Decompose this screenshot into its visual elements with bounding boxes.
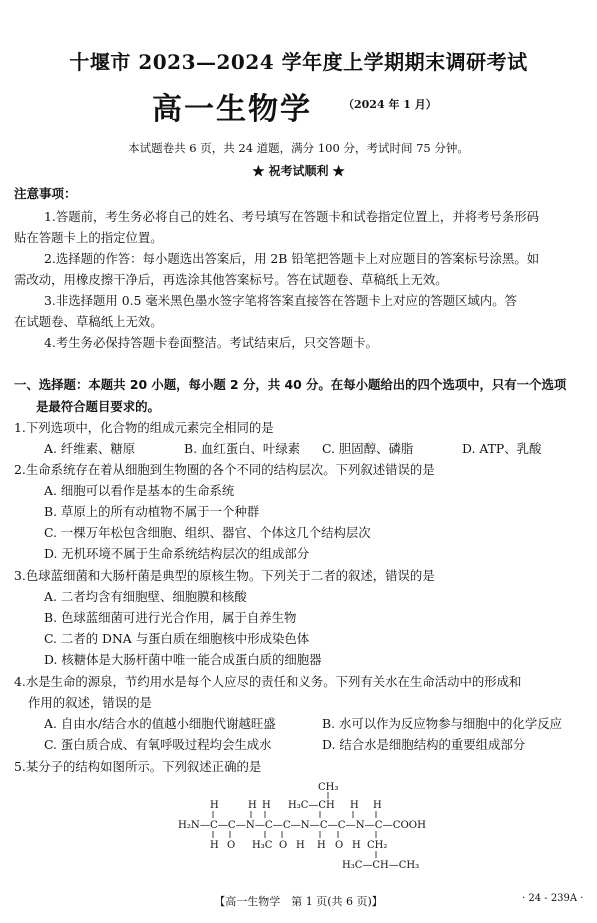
h-atom: H [210,800,219,811]
section-heading: 一、选择题：本题共 20 小题，每小题 2 分，共 40 分。在每小题给出的四个选项中，只有一个选项 [14,377,567,392]
molecule-side-chain-ch: H₃C—CH [288,800,335,811]
o-atom: O [335,840,344,851]
section-heading-cont: 是最符合题目要求的。 [36,399,160,414]
q3-option-d: D. 核糖体是大肠杆菌中唯一能合成蛋白质的细胞器 [44,652,322,667]
q3-option-b: B. 色球蓝细菌可进行光合作用，属于自养生物 [44,610,297,625]
notice-line: 4.考生务必保持答题卡卷面整洁。考试结束后，只交答题卡。 [44,335,378,350]
q1-option-d: D. ATP、乳酸 [462,441,542,456]
q3-option-a: A. 二者均含有细胞壁、细胞膜和核酸 [44,589,247,604]
exam-title: 十堰市 2023—2024 学年度上学期期末调研考试 [69,50,528,74]
q1-option-c: C. 胆固醇、磷脂 [322,441,414,456]
h-atom: H [350,800,359,811]
molecule-ch2: CH₂ [367,840,388,851]
h-atom: H [296,840,305,851]
question-1-stem: 1.下列选项中，化合物的组成元素完全相同的是 [14,420,274,435]
h-atom: H [373,800,382,811]
q1-option-b: B. 血红蛋白、叶绿素 [184,441,301,456]
o-atom: O [227,840,236,851]
molecule-bottom-chain: H₃C—CH—CH₃ [342,860,420,871]
o-atom: O [279,840,288,851]
good-luck-banner: ★ 祝考试顺利 ★ [252,164,345,178]
page-footer: 【高一生物学 第 1 页(共 6 页)】 [214,895,383,908]
q2-option-c: C. 一棵万年松包含细胞、组织、器官、个体这几个结构层次 [44,525,371,540]
question-5-stem: 5.某分子的结构如图所示。下列叙述正确的是 [14,759,262,774]
molecule-structure-diagram [170,780,440,872]
question-4-stem-cont: 作用的叙述，错误的是 [28,695,152,710]
molecule-methyl: H₃C [252,840,273,851]
question-4-stem: 4.水是生命的源泉，节约用水是每个人应尽的责任和义务。下列有关水在生命活动中的形成和 [14,674,522,689]
q2-option-d: D. 无机环境不属于生命系统结构层次的组成部分 [44,546,310,561]
notice-heading: 注意事项： [14,186,77,201]
q4-option-c: C. 蛋白质合成、有氧呼吸过程均会生成水 [44,737,272,752]
q1-option-a: A. 纤维素、糖原 [44,441,136,456]
q4-option-a: A. 自由水/结合水的值越小细胞代谢越旺盛 [44,716,276,731]
molecule-top-ch3: CH₃ [318,782,339,793]
h-atom: H [262,800,271,811]
question-2-stem: 2.生命系统存在着从细胞到生物圈的各个不同的结构层次。下列叙述错误的是 [14,462,435,477]
h-atom: H [210,840,219,851]
notice-line: 2.选择题的作答：每小题选出答案后，用 2B 铅笔把答题卡上对应题目的答案标号涂黑。如 [44,251,540,266]
exam-info: 本试题卷共 6 页，共 24 道题，满分 100 分，考试时间 75 分钟。 [128,141,469,155]
h-atom: H [317,840,326,851]
q2-option-a: A. 细胞可以看作是基本的生命系统 [44,483,235,498]
q3-option-c: C. 二者的 DNA 与蛋白质在细胞核中形成染色体 [44,631,310,646]
exam-date: （2024 年 1 月） [343,98,437,111]
question-3-stem: 3.色球蓝细菌和大肠杆菌是典型的原核生物。下列关于二者的叙述，错误的是 [14,568,435,583]
q4-option-d: D. 结合水是细胞结构的重要组成部分 [322,737,526,752]
h-atom: H [352,840,361,851]
notice-line: 在试题卷、草稿纸上无效。 [14,314,163,329]
notice-line: 贴在答题卡上的指定位置。 [14,230,163,245]
notice-line: 需改动，用橡皮擦干净后，再选涂其他答案标号。答在试题卷、草稿纸上无效。 [14,272,448,287]
notice-line: 1.答题前，考生务必将自己的姓名、考号填写在答题卡和试卷指定位置上，并将考号条形码 [44,209,540,224]
subject-title: 高一生物学 [152,92,312,127]
notice-line: 3.非选择题用 0.5 毫米黑色墨水签字笔将答案直接答在答题卡上对应的答题区域内。答 [44,293,518,308]
q4-option-b: B. 水可以作为反应物参与细胞中的化学反应 [322,716,563,731]
paper-code: · 24 - 239A · [522,893,584,904]
molecule-main-chain: H₂N—C—C—N—C—C—N—C—C—N—C—COOH [178,820,427,831]
h-atom: H [248,800,257,811]
q2-option-b: B. 草原上的所有动植物不属于一个种群 [44,504,260,519]
